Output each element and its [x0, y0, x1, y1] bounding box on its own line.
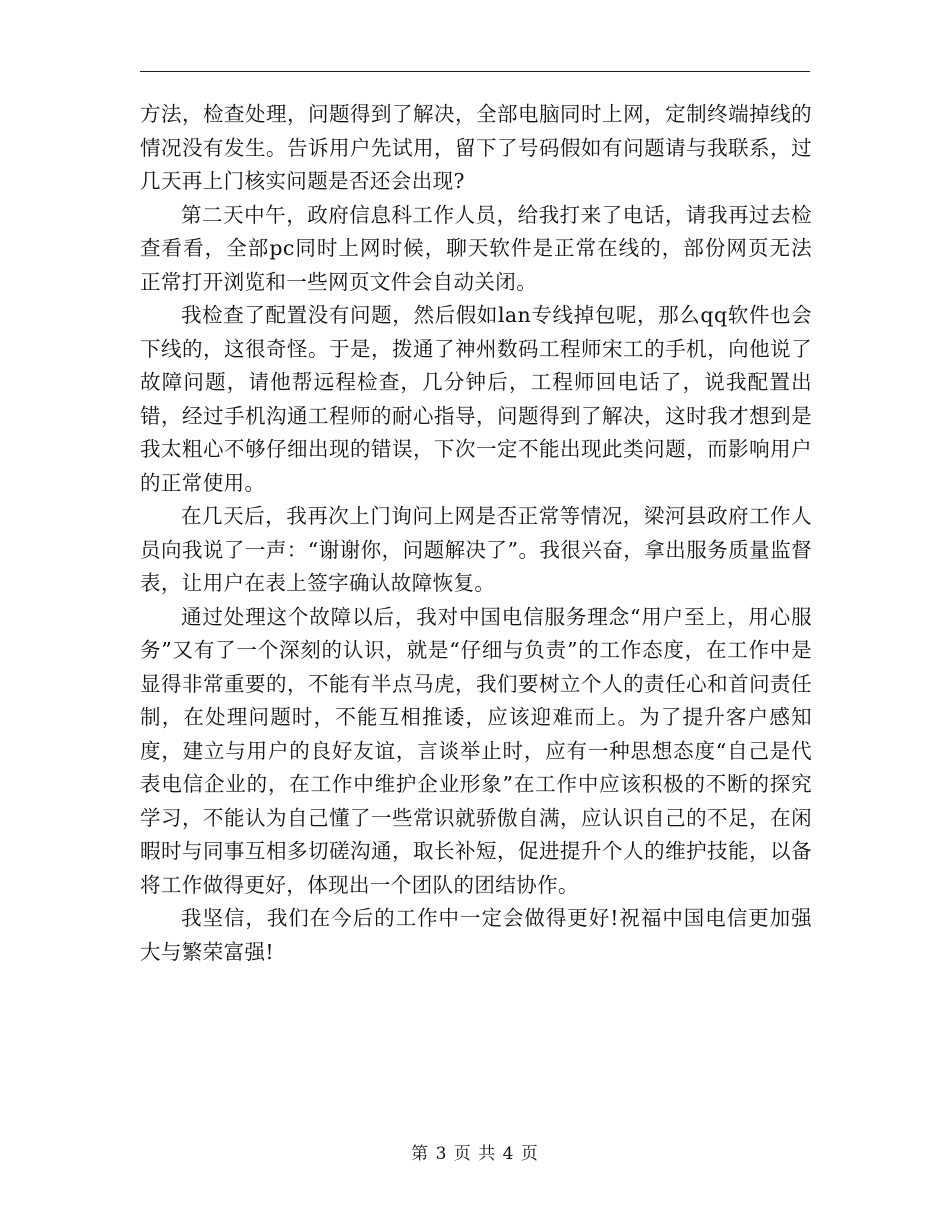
- document-body: [140, 98, 812, 969]
- paragraph-2: 第二天中午，政府信息科工作人员，给我打来了电话，请我再过去检查看看，全部pc同时上网时候，聊天软件是正常在线的，部份网页无法正常打开浏览和一些网页文件会自动关闭。: [140, 202, 812, 294]
- paragraph-4: 在几天后，我再次上门询问上网是否正常等情况，梁河县政府工作人员向我说了一声：“谢谢你，问题解决了”。我很兴奋，拿出服务质量监督表，让用户在表上签字确认故障恢复。: [140, 504, 812, 595]
- paragraph-6: 我坚信，我们在今后的工作中一定会做得更好!祝福中国电信更加强大与繁荣富强!: [140, 906, 812, 964]
- paragraph-1: 方法，检查处理，问题得到了解决，全部电脑同时上网，定制终端掉线的情况没有发生。告诉用户先试用，留下了号码假如有问题请与我联系，过几天再上门核实问题是否还会出现?: [140, 102, 812, 193]
- header-rule: [140, 71, 810, 72]
- paragraph-5: 通过处理这个故障以后，我对中国电信服务理念“用户至上，用心服务”又有了一个深刻的认识，就是“仔细与负责”的工作态度，在工作中是显得非常重要的，不能有半点马虎，我们要树立个人的责任心和首问责任制，在处理问题时，不能互相推诿，应该迎难而上。为了提升客户感知度，建立与用户的良好友谊，言谈举止时，应有一种思想态度“自己是代表电信企业的，在工作中维护企业形象”在工作中应该积极的不断的探究学习，不能认为自己懂了一些常识就骄傲自满，应认识自己的不足，在闲暇时与同事互相多切磋沟通，取长补短，促进提升个人的维护技能，以备将工作做得更好，体现出一个团队的团结协作。: [140, 604, 812, 897]
- page-number-footer: 第 3 页 共 4 页: [411, 1144, 539, 1164]
- paragraph-3: 我检查了配置没有问题，然后假如lan专线掉包呢，那么qq软件也会下线的，这很奇怪。于是，拨通了神州数码工程师宋工的手机，向他说了故障问题，请他帮远程检查，几分钟后，工程师回电话了，说我配置出错，经过手机沟通工程师的耐心指导，问题得到了解决，这时我才想到是我太粗心不够仔细出现的错误，下次一定不能出现此类问题，而影响用户的正常使用。: [140, 303, 812, 495]
